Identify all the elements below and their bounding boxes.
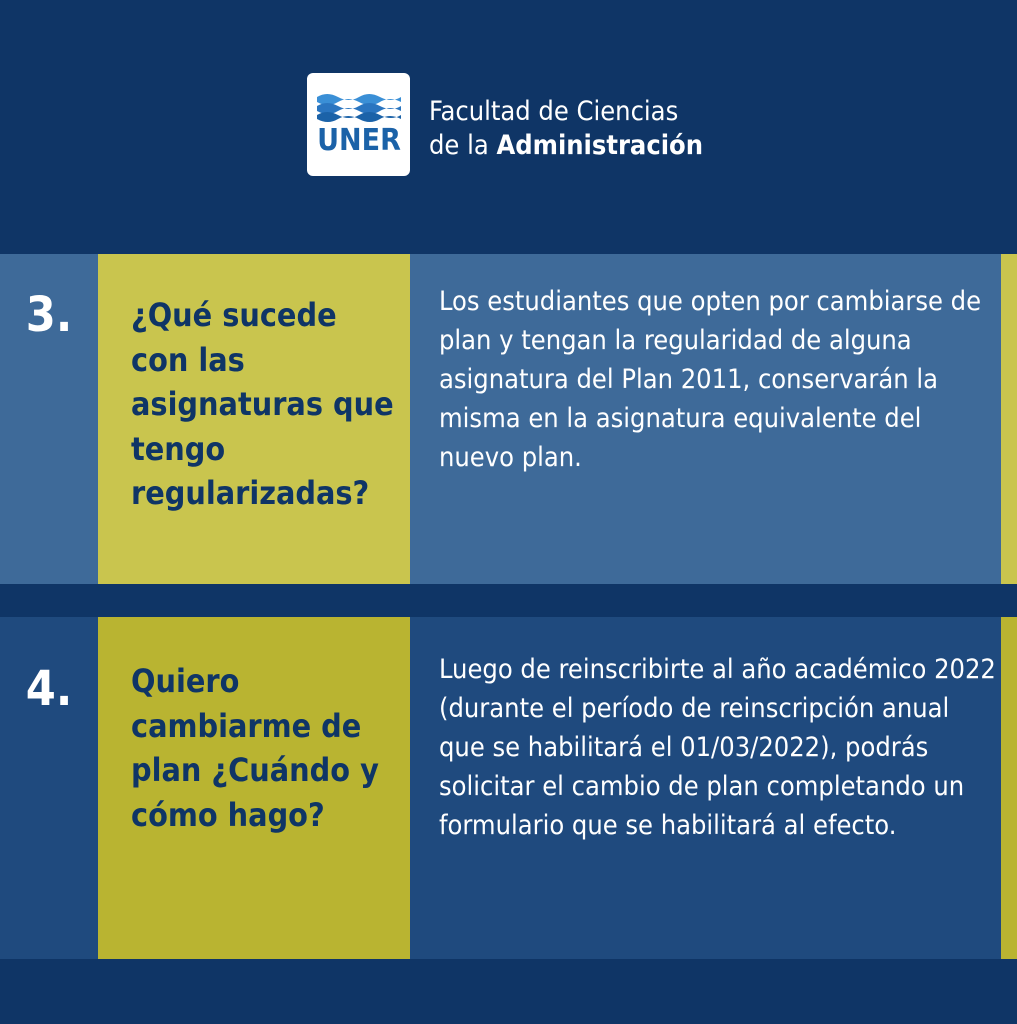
answer-column: [410, 254, 1001, 584]
question-text: Quiero cambiarme de plan ¿Cuándo y cómo hago?: [131, 662, 379, 834]
edge-strip: [1001, 254, 1017, 584]
answer-column: [410, 617, 1001, 959]
faculty-line-2-bold: Administración: [496, 130, 704, 161]
number-column: [0, 617, 98, 959]
question-column: [98, 254, 410, 584]
faq-item-3: [0, 254, 1017, 584]
edge-strip: [1001, 617, 1017, 959]
header: [307, 73, 727, 177]
question-text: ¿Qué sucede con las asignaturas que tengo regularizadas?: [131, 296, 394, 512]
uner-logo: [307, 73, 410, 176]
logo-text: UNER: [317, 123, 401, 158]
faq-item-4: [0, 617, 1017, 959]
faculty-name: [429, 95, 703, 163]
answer-text: Los estudiantes que opten por cambiarse de plan y tengan la regularidad de alguna asignatura del Plan 2011, conservarán la misma en la asignatura equivalente del nuevo plan.: [439, 286, 982, 473]
faculty-line-2: [429, 129, 703, 163]
faculty-line-2-prefix: de la: [429, 130, 497, 161]
item-number: 4.: [25, 661, 73, 717]
number-column: [0, 254, 98, 584]
question-column: [98, 617, 410, 959]
item-number: 3.: [25, 287, 73, 343]
waves-icon: [317, 91, 401, 123]
answer-text: Luego de reinscribirte al año académico 2022 (durante el período de reinscripción anual que se habilitará el 01/03/2022), podrás solicitar el cambio de plan completando un formulario que se habilitará al efecto.: [439, 654, 996, 841]
faculty-line-1: Facultad de Ciencias: [429, 96, 679, 127]
